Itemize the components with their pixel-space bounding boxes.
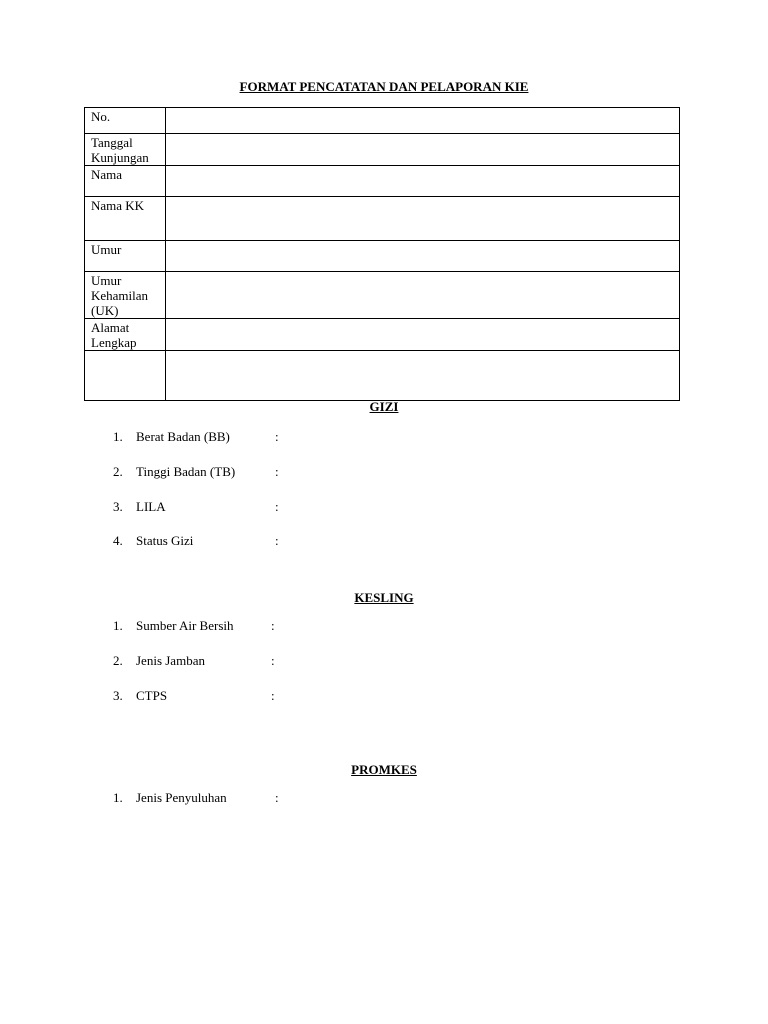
- table-row-blank: [85, 351, 680, 401]
- table-row-alamat-lengkap: [85, 319, 680, 351]
- document-title: FORMAT PENCATATAN DAN PELAPORAN KIE: [239, 79, 529, 94]
- table-row-tanggal-kunjungan: [85, 134, 680, 166]
- section-title-promkes: PROMKES: [351, 762, 417, 777]
- row-label: Umur Kehamilan (UK): [85, 272, 166, 319]
- item-colon: :: [275, 790, 279, 805]
- item-colon: :: [275, 464, 279, 479]
- item-label: CTPS: [136, 688, 168, 703]
- table-row-umur-kehamilan: [85, 272, 680, 319]
- table-row-umur: [85, 241, 680, 272]
- item-label: Berat Badan (BB): [136, 429, 230, 444]
- section-title-gizi: GIZI: [369, 399, 399, 414]
- row-value-field[interactable]: [166, 241, 680, 272]
- table-row-nama: [85, 166, 680, 197]
- item-number: 2.: [113, 653, 123, 668]
- item-colon: :: [275, 429, 279, 444]
- item-label: Sumber Air Bersih: [136, 618, 234, 633]
- item-label: Status Gizi: [136, 533, 194, 548]
- item-number: 1.: [113, 429, 123, 444]
- section-title-kesling: KESLING: [354, 590, 414, 605]
- registration-table: [84, 107, 680, 401]
- item-colon: :: [271, 688, 275, 703]
- item-label: Jenis Penyuluhan: [136, 790, 227, 805]
- item-colon: :: [275, 533, 279, 548]
- item-number: 4.: [113, 533, 123, 548]
- row-label: Umur: [85, 241, 166, 272]
- item-label: Jenis Jamban: [136, 653, 205, 668]
- item-number: 3.: [113, 688, 123, 703]
- row-label: Nama KK: [85, 197, 166, 241]
- table-row-no: [85, 108, 680, 134]
- item-label: LILA: [136, 499, 166, 514]
- item-label: Tinggi Badan (TB): [136, 464, 236, 479]
- row-value-field[interactable]: [166, 272, 680, 319]
- row-value-field[interactable]: [166, 351, 680, 401]
- row-value-field[interactable]: [166, 108, 680, 134]
- table-row-nama-kk: [85, 197, 680, 241]
- item-colon: :: [271, 653, 275, 668]
- row-label: Alamat Lengkap: [85, 319, 166, 351]
- row-label: [85, 351, 166, 401]
- row-value-field[interactable]: [166, 166, 680, 197]
- item-colon: :: [271, 618, 275, 633]
- item-colon: :: [275, 499, 279, 514]
- item-number: 2.: [113, 464, 123, 479]
- row-label: Tanggal Kunjungan: [85, 134, 166, 166]
- row-value-field[interactable]: [166, 197, 680, 241]
- item-number: 3.: [113, 499, 123, 514]
- row-value-field[interactable]: [166, 134, 680, 166]
- row-label: Nama: [85, 166, 166, 197]
- item-number: 1.: [113, 618, 123, 633]
- row-label: No.: [85, 108, 166, 134]
- row-value-field[interactable]: [166, 319, 680, 351]
- item-number: 1.: [113, 790, 123, 805]
